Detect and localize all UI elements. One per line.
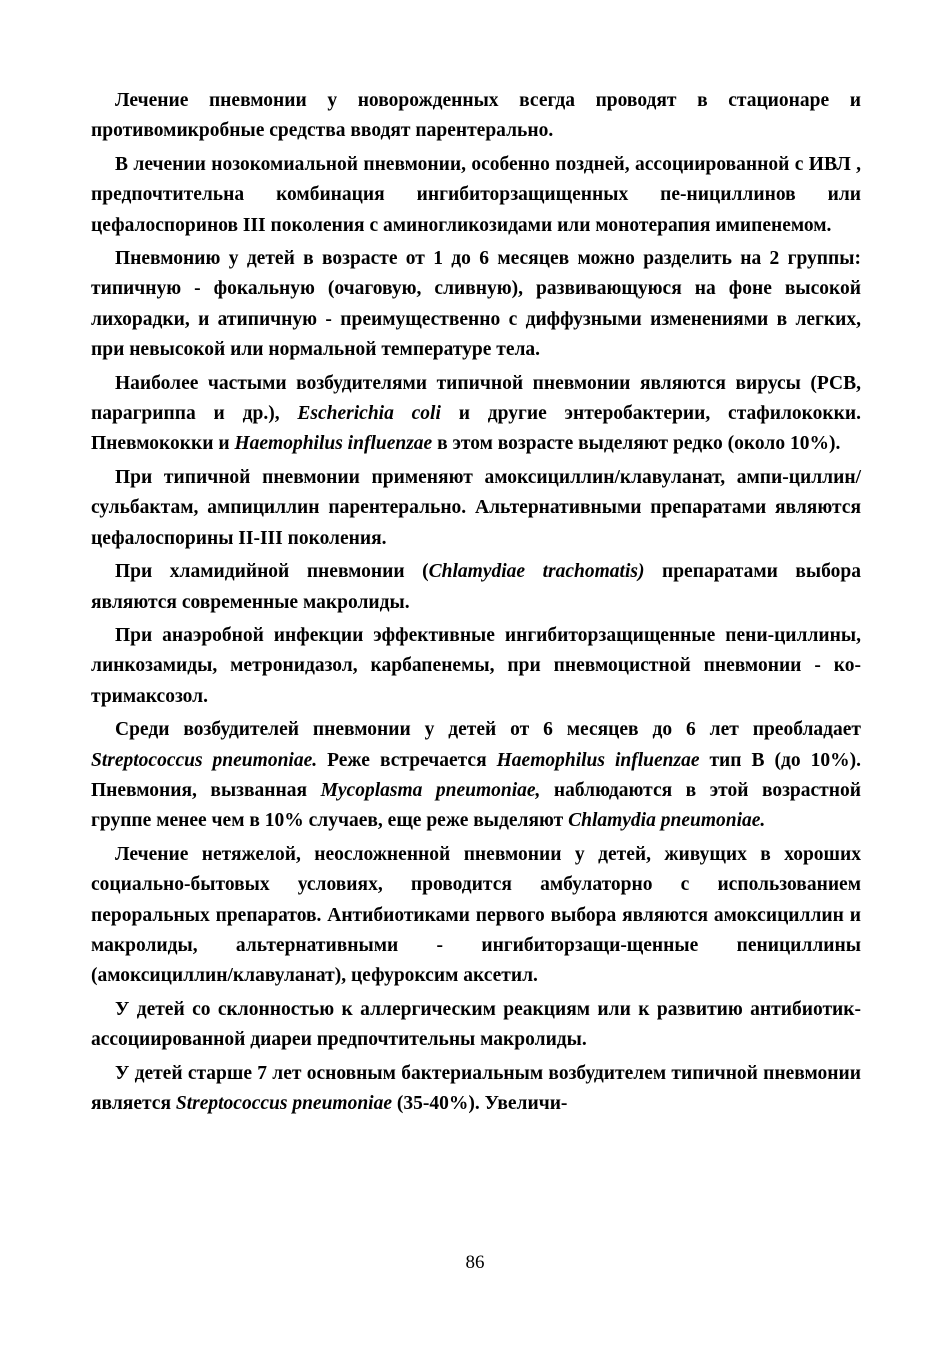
text-run: Пневмонию у детей в возрасте от 1 до 6 месяцев можно разделить на 2 группы: типичную - фокальную (очаговую, сливную), развивающуюся на фоне высокой лихорадки, и атипичную - преимущественно с диффузными изменениями в легких, при невысокой или нормальной температуре тела. <box>91 248 861 361</box>
paragraph <box>91 557 861 618</box>
text-run: (35-40%). Увеличи- <box>392 1093 568 1114</box>
text-run: Среди возбудителей пневмонии у детей от 6 месяцев до 6 лет преобладает <box>115 719 861 741</box>
italic-term: Mycoplasma pneumoniae, <box>320 779 541 801</box>
page-number: 86 <box>465 1252 485 1273</box>
text-run: наблюдаются в этой возрастной группе менее чем в 10% случаев, еще реже выделяют <box>91 779 861 832</box>
paragraph <box>91 1059 861 1120</box>
italic-term: Chlamydiae trachomatis) <box>428 561 645 583</box>
body-text <box>91 86 861 1122</box>
italic-term: Streptococcus pneumoniae <box>175 1093 393 1114</box>
paragraph <box>91 995 861 1056</box>
text-run: Лечение нетяжелой, неосложненной пневмонии у детей, живущих в хороших социально-бытовых условиях, проводится амбулаторно с использованием пероральных препаратов. Антибиотиками первого выбора являются амоксициллин и макролиды, альтернативными - ингибиторзащи-щенные пенициллины (амоксициллин/клавуланат), цефуроксим аксетил. <box>91 843 861 987</box>
italic-term: Haemophilus influenzae <box>234 433 433 455</box>
italic-term: Streptococcus pneumoniae. <box>91 749 318 771</box>
text-run: При хламидийной пневмонии ( <box>115 561 429 583</box>
text-run: и другие энтеробактерии, стафилококки. Пневмококки и <box>91 403 861 455</box>
paragraph <box>91 369 861 460</box>
paragraph <box>91 86 861 147</box>
text-run: Реже встречается <box>317 749 497 771</box>
text-run: препаратами выбора являются современные макролиды. <box>91 561 861 613</box>
paragraph <box>91 463 861 554</box>
text-run: При типичной пневмонии применяют амоксициллин/клавуланат, ампи-циллин/сульбактам, ампициллин парентерально. Альтернативными препаратами являются цефалоспорины II-III поколения. <box>91 466 861 549</box>
text-run: У детей старше 7 лет основным бактериальным возбудителем типичной пневмонии является <box>91 1062 861 1114</box>
paragraph <box>91 621 861 712</box>
text-run: У детей со склонностью к аллергическим реакциям или к развитию антибиотик-ассоциированной диареи предпочтительны макролиды. <box>91 998 861 1051</box>
text-run: При анаэробной инфекции эффективные ингибиторзащищенные пени-циллины, линкозамиды, метронидазол, карбапенемы, при пневмоцистной пневмонии - ко-тримаксозол. <box>91 624 861 707</box>
paragraph <box>91 150 861 241</box>
text-run: Наиболее частыми возбудителями типичной пневмонии являются вирусы (РСВ, парагриппа и др.), <box>91 372 861 425</box>
italic-term: Escherichia coli <box>297 403 441 425</box>
text-run: В лечении нозокомиальной пневмонии, особенно поздней, ассоциированной с ИВЛ , предпочтительна комбинация ингибиторзащищенных пе-нициллинов или цефалоспоринов III поколения с аминогликозидами или монотерапия имипенемом. <box>91 153 861 236</box>
text-run: в этом возрасте выделяют редко (около 10%). <box>432 433 841 455</box>
paragraph <box>91 715 861 837</box>
paragraph <box>91 244 861 366</box>
paragraph <box>91 840 861 992</box>
text-run: тип B (до 10%). Пневмония, вызванная <box>91 749 861 801</box>
italic-term: Haemophilus influenzae <box>496 749 700 771</box>
italic-term: Chlamydia pneumoniae. <box>568 810 766 832</box>
text-run: Лечение пневмонии у новорожденных всегда проводят в стационаре и противомикробные средства вводят парентерально. <box>91 90 861 142</box>
